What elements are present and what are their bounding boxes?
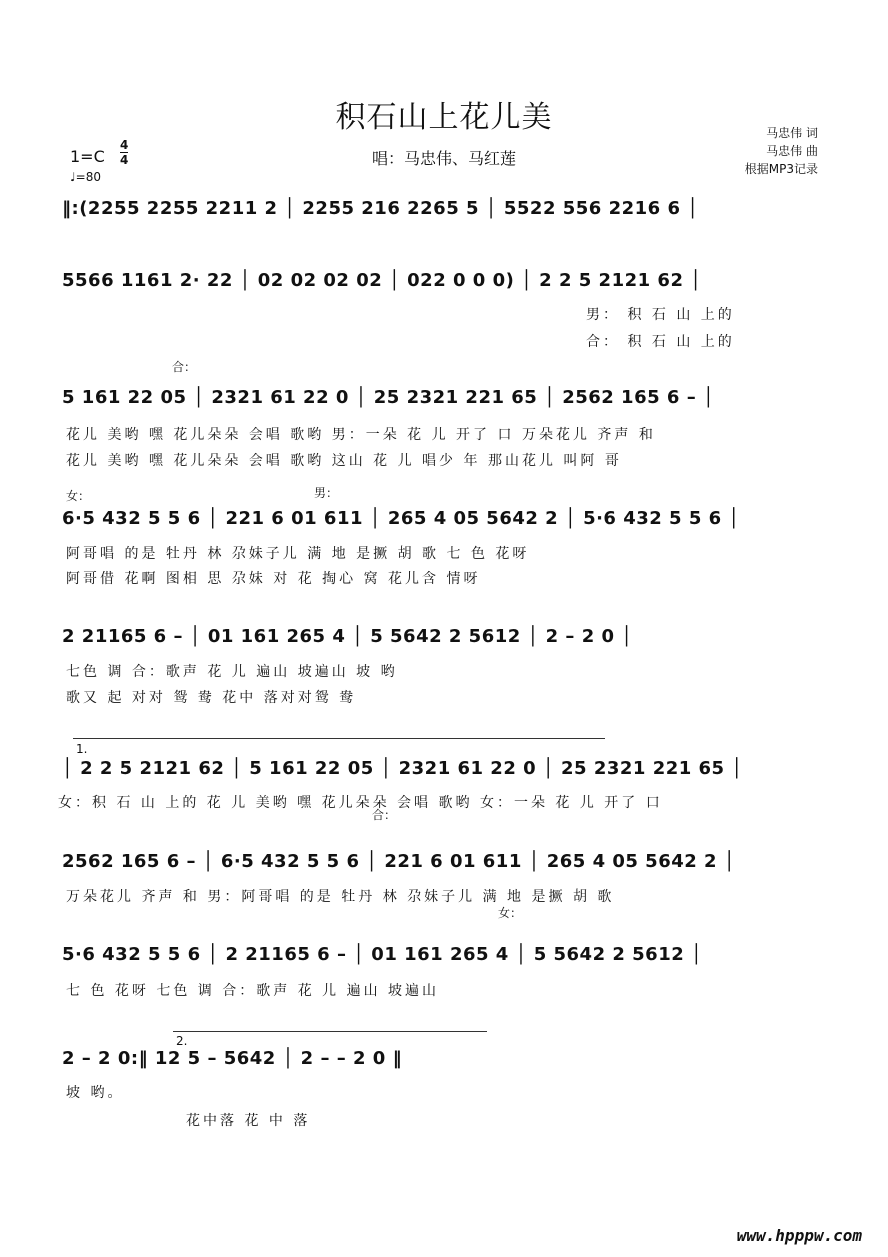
stave-5: 2 21165 6 – │ 01 161 265 4 │ 5 5642 2 5612 │ 2 – 2 0 │	[62, 626, 633, 647]
volta-1-bracket	[73, 738, 605, 739]
singers-line: 唱：马忠伟、马红莲	[371, 149, 516, 168]
source-note: 根据MP3记录	[744, 162, 818, 176]
lyricist-credit: 马忠伟 词	[766, 126, 818, 140]
volta-1-label: 1.	[76, 742, 88, 756]
stave-4: 6·5 432 5 5 6 │ 221 6 01 611 │ 265 4 05 5642 2 │ 5·6 432 5 5 6 │	[62, 508, 740, 529]
watermark: www.hpppw.com	[736, 1226, 862, 1245]
lyric-s4-b: 歌又 起 对对 鸳 鸯 花中 落对对鸳 鸯	[66, 690, 357, 706]
lyric-s1-chorus: 合： 积 石 山 上的	[586, 334, 735, 350]
lyric-s2-a: 花儿 美哟 嘿 花儿朵朵 会唱 歌哟 男：一朵 花 儿 开了 口 万朵花儿 齐声 和	[66, 427, 656, 443]
time-signature	[120, 139, 128, 166]
lyric-s4-a: 七色 调 合：歌声 花 儿 遍山 坡遍山 坡 哟	[66, 664, 398, 680]
key-signature: 1=C	[70, 147, 105, 166]
song-title: 积石山上花儿美	[335, 100, 553, 135]
lyric-s2-b: 花儿 美哟 嘿 花儿朵朵 会唱 歌哟 这山 花 儿 唱少 年 那山花儿 叫阿 哥	[66, 453, 622, 469]
stave-1: ‖:(2255 2255 2211 2 │ 2255 216 2265 5 │ 5522 556 2216 6 │	[62, 198, 699, 219]
stave-8: 5·6 432 5 5 6 │ 2 21165 6 – │ 01 161 265 4 │ 5 5642 2 5612 │	[62, 944, 703, 965]
volta-2-label: 2.	[176, 1034, 188, 1048]
composer-credit: 马忠伟 曲	[766, 144, 818, 158]
time-sig-top: 4	[120, 138, 129, 152]
stave-7: 2562 165 6 – │ 6·5 432 5 5 6 │ 221 6 01 611 │ 265 4 05 5642 2 │	[62, 851, 736, 872]
lyric-s7-a: 七 色 花呀 七色 调 合：歌声 花 儿 遍山 坡遍山	[66, 983, 440, 999]
part-mark-chorus: 合：	[172, 360, 197, 374]
tempo-marking: ♩=80	[70, 170, 101, 184]
lyric-s3-b: 阿哥借 花啊 图相 思 尕妹 对 花 掏心 窝 花儿含 情呀	[66, 571, 481, 587]
part-mark-female: 女：	[66, 489, 91, 503]
lyric-s8-a: 坡 哟。	[66, 1085, 125, 1101]
stave-9: 2 – 2 0:‖ 12 5 – 5642 │ 2 – – 2 0 ‖	[62, 1048, 403, 1069]
time-sig-bottom: 4	[120, 153, 129, 167]
volta-2-bracket	[173, 1031, 487, 1032]
lyric-s5-a: 女：积 石 山 上的 花 儿 美哟 嘿 花儿朵朵 会唱 歌哟 女：一朵 花 儿 开了 口	[58, 795, 663, 811]
lyric-s1-male: 男： 积 石 山 上的	[586, 307, 735, 323]
lyric-s3-a: 阿哥唱 的是 牡丹 林 尕妹子儿 满 地 是撅 胡 歌 七 色 花呀	[66, 546, 530, 562]
part-mark-male: 男：	[314, 486, 339, 500]
part-mark-female-2: 女：	[498, 906, 523, 920]
stave-2: 5566 1161 2· 22 │ 02 02 02 02 │ 022 0 0 0) │ 2 2 5 2121 62 │	[62, 270, 702, 291]
part-mark-chorus-2: 合：	[372, 808, 397, 822]
lyric-s8-b: 花中落 花 中 落	[186, 1113, 311, 1129]
stave-6: │ 2 2 5 2121 62 │ 5 161 22 05 │ 2321 61 22 0 │ 25 2321 221 65 │	[62, 758, 743, 779]
lyric-s6-a: 万朵花儿 齐声 和 男：阿哥唱 的是 牡丹 林 尕妹子儿 满 地 是撅 胡 歌	[66, 889, 615, 905]
stave-3: 5 161 22 05 │ 2321 61 22 0 │ 25 2321 221 65 │ 2562 165 6 – │	[62, 387, 715, 408]
